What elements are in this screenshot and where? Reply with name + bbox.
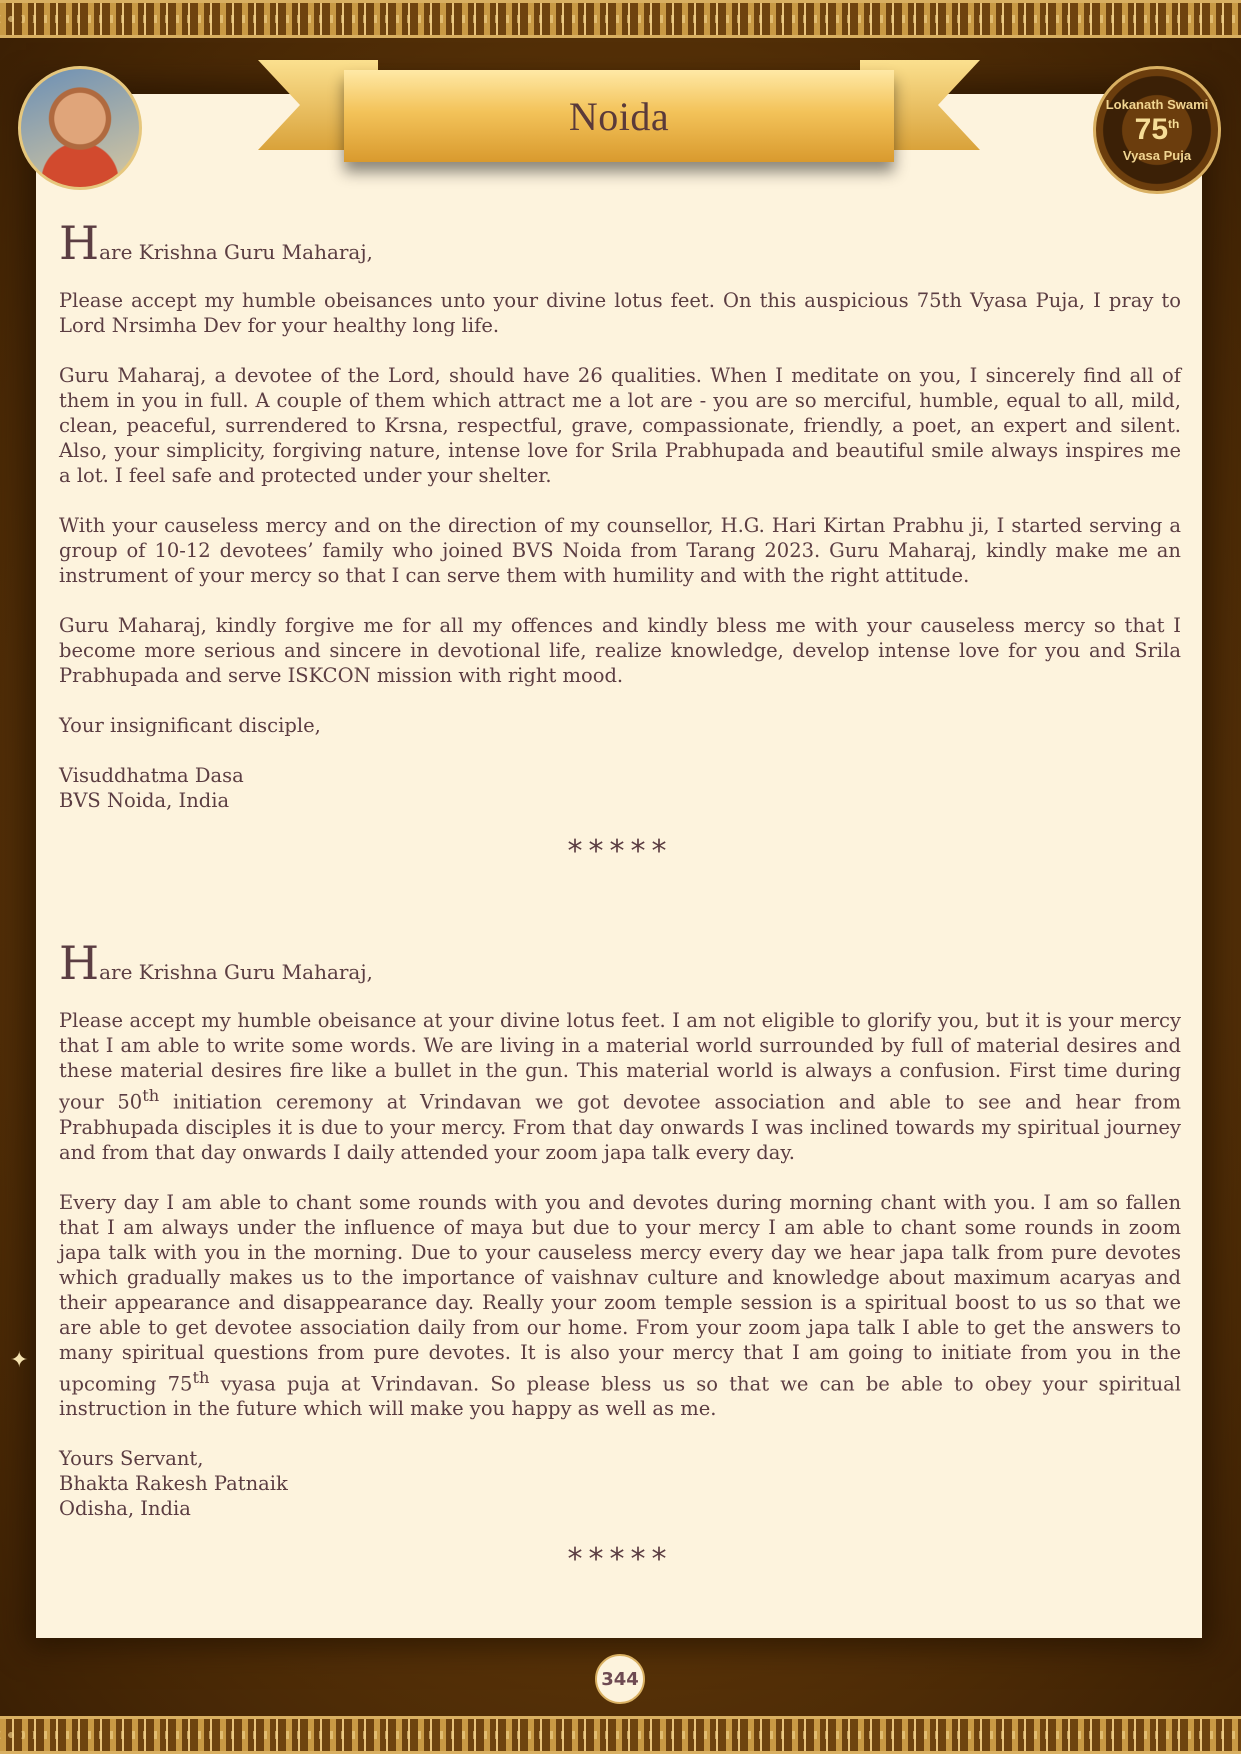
paragraph: Guru Maharaj, a devotee of the Lord, should have 26 qualities. When I meditate on you, I sincerely find all of them in you in full. A couple of them which attract me a lot are - you are so merciful, humble, equal to all, mild, clean, peaceful, surrendered to Krsna, respectful, grave, compassionate, friendly, a poet, an expert and silent. Also, your simplicity, forgiving nature, intense love for Srila Prabhupada and beautiful smile always inspires me a lot. I feel safe and protected under your shelter. (59, 364, 1181, 487)
letter-2 (59, 936, 1182, 1577)
guru-portrait (18, 66, 142, 190)
signature-location: Odisha, India (59, 1497, 191, 1520)
top-border (0, 0, 1241, 38)
drop-cap: H (59, 936, 100, 990)
signature-name: Bhakta Rakesh Patnaik (59, 1472, 288, 1495)
bottom-border (0, 1716, 1241, 1754)
signature-name: Visuddhatma Dasa (59, 764, 244, 787)
letters-content (59, 216, 1182, 1577)
page-title: Noida (568, 93, 670, 139)
title-banner (258, 50, 980, 170)
closing: Your insignificant disciple, (59, 714, 321, 737)
paragraph: Please accept my humble obeisance at your divine lotus feet. I am not eligible to glorify you, but it is your mercy that I am able to write some words. We are living in a material world surrounded by full of material desires and these material desires fire like a bullet in the gun. This material world is always a confusion. First time during your 50th initiation ceremony at Vrindavan we got devotee association and able to see and hear from Prabhupada disciples it is due to your mercy. From that day onwards I was inclined towards my spiritual journey and from that day onwards I daily attended your zoom japa talk every day. (59, 1009, 1181, 1164)
paragraph: Every day I am able to chant some rounds with you and devotes during morning chant with you. I am so fallen that I am always under the influence of maya but due to your mercy I am able to chant some rounds in zoom japa talk with you in the morning. Due to your causeless mercy every day we hear japa talk from pure devotes which gradually makes us to the importance of vaishnav culture and knowledge about maximum acaryas and their appearance and disappearance day. Really your zoom temple session is a spiritual boost to us so that we are able to get devotee association daily from our home. From your zoom japa talk I able to get the answers to many spiritual questions from pure devotes. It is also your mercy that I am going to initiate from you in the upcoming 75th vyasa puja at Vrindavan. So please bless us so that we can be able to obey your spiritual instruction in the future which will make you happy as well as me. (59, 1190, 1182, 1420)
seal-number: 75th (1134, 113, 1180, 146)
paragraph: With your causeless mercy and on the direction of my counsellor, H.G. Hari Kirtan Prabhu ji, I started serving a group of 10-12 devotees’ family who joined BVS Noida from Tarang 2023. Guru Maharaj, kindly make me an instrument of your mercy so that I can serve them with humility and with the right attitude. (59, 514, 1181, 587)
signature-location: BVS Noida, India (59, 789, 230, 812)
salutation: Hare Krishna Guru Maharaj, (59, 936, 373, 990)
signature-closing: Yours Servant, (59, 1447, 204, 1470)
ribbon-main (344, 70, 894, 162)
paragraph: Guru Maharaj, kindly forgive me for all my offences and kindly bless me with your causeless mercy so that I become more serious and sincere in devotional life, realize knowledge, develop intense love for you and Srila Prabhupada and serve ISKCON mission with right mood. (59, 614, 1181, 687)
letter-1 (59, 216, 1181, 869)
drop-cap: H (59, 216, 100, 270)
seal-top-text: Lokanath Swami (1105, 97, 1209, 112)
sparkle-icon: ✦ (10, 1348, 29, 1373)
separator-stars: ***** (567, 1542, 673, 1577)
seal-bottom-text: Vyasa Puja (1122, 148, 1192, 163)
page-number: 344 (595, 1654, 645, 1704)
paragraph: Please accept my humble obeisances unto your divine lotus feet. On this auspicious 75th Vyasa Puja, I pray to Lord Nrsimha Dev for your healthy long life. (59, 289, 1181, 337)
vyasa-puja-seal (1093, 66, 1221, 194)
separator-stars: ***** (567, 834, 673, 869)
salutation: Hare Krishna Guru Maharaj, (59, 216, 373, 270)
